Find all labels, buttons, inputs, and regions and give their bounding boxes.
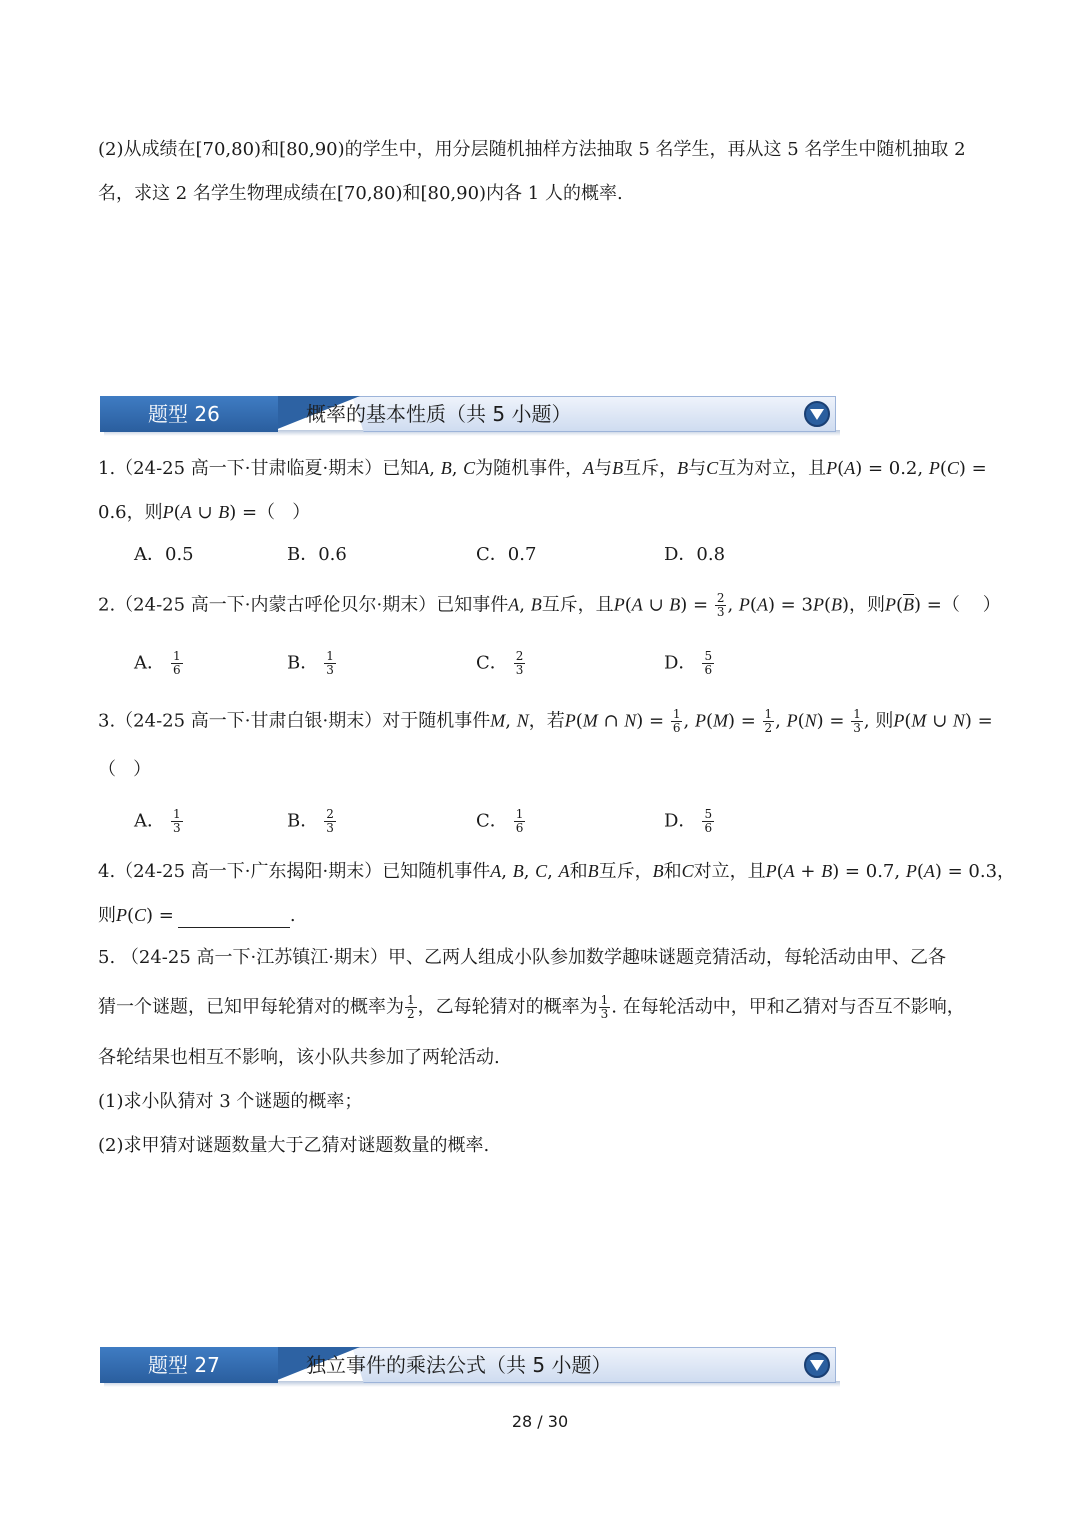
option-b[interactable]: B． $\frac{1}{3}$ xyxy=(287,649,334,677)
option-b[interactable]: B． $\frac{2}{3}$ xyxy=(287,807,334,835)
section-banner-27 xyxy=(100,1347,836,1383)
section-banner-26 xyxy=(100,396,836,432)
question-5-part-1: (1)求小队猜对 3 个谜题的概率； xyxy=(98,1091,363,1112)
option-b[interactable]: B．0.6 xyxy=(287,544,347,565)
option-a[interactable]: A．0.5 xyxy=(134,544,194,565)
section-title: 概率的基本性质（共 5 小题） xyxy=(306,402,572,426)
option-c[interactable]: C． $\frac{1}{6}$ xyxy=(476,807,524,835)
option-a[interactable]: A． $\frac{1}{3}$ xyxy=(134,807,181,835)
option-d[interactable]: D． $\frac{5}{6}$ xyxy=(664,807,713,835)
section-number: 题型 27 xyxy=(100,1347,278,1383)
option-c[interactable]: C． $\frac{2}{3}$ xyxy=(476,649,524,677)
question-4: 4.（24-25 高一下·广东揭阳·期末）已知随机事件A, B, C, A和B互斥，B和C对立，且P(A + B) = 0.7, P(A) = 0.3， xyxy=(98,861,1016,882)
problem-text-line: (2)从成绩在[70,80)和[80,90)的学生中，用分层随机抽样方法抽取 5 名学生，再从这 5 名学生中随机抽取 2 xyxy=(98,139,966,160)
question-1: 1.（24-25 高一下·甘肃临夏·期末）已知A, B, C为随机事件，A与B互斥，B与C互为对立，且P(A) = 0.2, P(C) = xyxy=(98,458,987,479)
question-4-cont: 则P(C) = . xyxy=(98,905,296,926)
question-5-cont: 猜一个谜题，已知甲每轮猜对的概率为 $\frac{1}{2}$ ，乙每轮猜对的概率为 $\frac{1}{3}$ . 在每轮活动中，甲和乙猜对与否互不影响， xyxy=(98,993,965,1021)
question-5: 5. （24-25 高一下·江苏镇江·期末）甲、乙两人组成小队参加数学趣味谜题竞猜活动，每轮活动由甲、乙各 xyxy=(98,947,946,968)
chevron-down-icon[interactable] xyxy=(804,401,830,427)
question-5-part-2: (2)求甲猜对谜题数量大于乙猜对谜题数量的概率. xyxy=(98,1135,490,1156)
chevron-down-icon[interactable] xyxy=(804,1352,830,1378)
option-a[interactable]: A． $\frac{1}{6}$ xyxy=(134,649,181,677)
section-title: 独立事件的乘法公式（共 5 小题） xyxy=(306,1353,612,1377)
option-d[interactable]: D．0.8 xyxy=(664,544,726,565)
question-3-cont: （ ） xyxy=(98,759,152,780)
answer-blank[interactable] xyxy=(178,909,290,928)
problem-text-line: 名，求这 2 名学生物理成绩在[70,80)和[80,90)内各 1 人的概率. xyxy=(98,183,623,204)
section-number: 题型 26 xyxy=(100,396,278,432)
option-d[interactable]: D． $\frac{5}{6}$ xyxy=(664,649,713,677)
question-2: 2.（24-25 高一下·内蒙古呼伦贝尔·期末）已知事件A, B互斥，且P(A ∪ B) = $\frac{2}{3}$ , P(A) = 3P(B)，则$P(\overline{B})$ =（ ） xyxy=(98,591,1001,619)
page-number: 28 / 30 xyxy=(511,1412,569,1431)
option-c[interactable]: C．0.7 xyxy=(476,544,537,565)
question-5-cont: 各轮结果也相互不影响，该小队共参加了两轮活动. xyxy=(98,1047,500,1068)
question-1-cont: 0.6，则P(A ∪ B) =（ ） xyxy=(98,502,311,523)
question-3: 3.（24-25 高一下·甘肃白银·期末）对于随机事件M, N，若P(M ∩ N) = $\frac{1}{6}$ , P(M) = $\frac{1}{2}$ , P(N) = $\frac{1}{3}$ , 则P(M ∪ N) = xyxy=(98,707,993,735)
